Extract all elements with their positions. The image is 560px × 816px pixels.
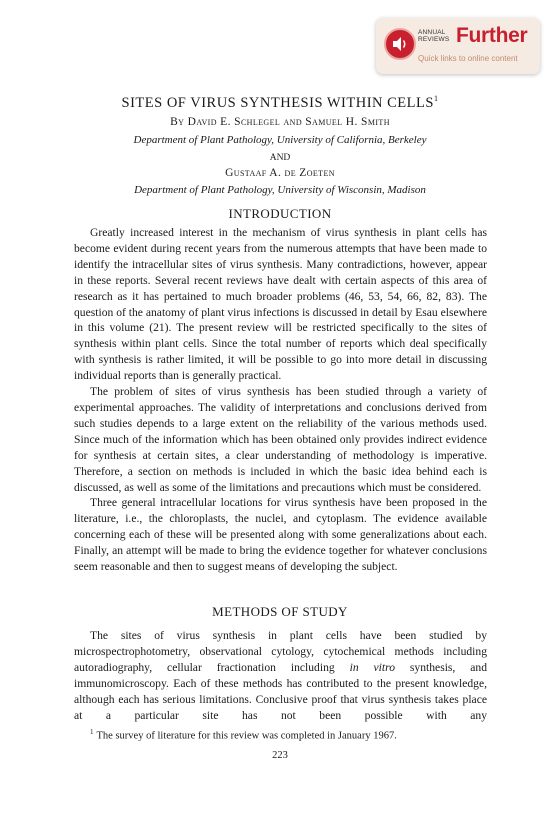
methods-text-b: synthesis, and immunomicroscopy. Each of these methods has contributed to the present knowledge, although each has serious limitations. Conclusive proof that virus synthesis takes place at a particular site has not been possible with any <box>74 660 487 722</box>
audio-speaker-icon <box>384 28 416 60</box>
intro-paragraph-3: Three general intracellular locations for virus synthesis have been proposed in the literature, i.e., the chloroplasts, the nuclei, and cytoplasm. The evidence available concerning each of these will be presented along with some generalizations about each. Finally, an attempt will be made to bring the evidence together for whatever conclusions seem reasonable and then to suggest means of developing the subject. <box>74 496 487 574</box>
title-text: SITES OF VIRUS SYNTHESIS WITHIN CELLS <box>121 94 434 111</box>
affiliation-2: Department of Plant Pathology, University of Wisconsin, Madison <box>134 184 426 196</box>
methods-heading: METHODS OF STUDY <box>212 604 348 619</box>
methods-italic-in-vitro: in vitro <box>349 660 395 674</box>
authors-line-1: By David E. Schlegel and Samuel H. Smith <box>170 116 390 128</box>
footnote-text: The survey of literature for this review was completed in January 1967. <box>96 730 397 742</box>
article-title <box>0 94 560 112</box>
intro-paragraph-2: The problem of sites of virus synthesis has been studied through a variety of experimental approaches. The validity of interpretations and conclusions derived from such studies depends to a large extent on the reliability of the various methods used. Since much of the information which has been obtained only provides indirect evidence for synthesis at certain sites, a clear understanding of methodology is imperative. Therefore, a section on methods is included in which the basic idea behind each is discussed, as well as some of the limitations and precautions which must be considered. <box>74 385 487 494</box>
introduction-heading: INTRODUCTION <box>228 206 332 221</box>
page-number: 223 <box>272 750 288 761</box>
and-separator: AND <box>269 153 291 163</box>
affiliation-1: Department of Plant Pathology, University of California, Berkeley <box>133 134 427 146</box>
authors-line-2: Gustaaf A. de Zoeten <box>225 167 335 179</box>
intro-paragraph-1: Greatly increased interest in the mechanism of virus synthesis in plant cells has become evident during recent years from the numerous attempts that have been made to identify the intracellular sites of virus synthesis. Many contradictions, however, appear in these reports. Several recent reviews have dealt with certain aspects of this area of research as it has pertained to much broader problems (46, 53, 54, 66, 82, 83). The question of the anatomy of plant virus infections is discussed in detail by Esau elsewhere in this volume (21). The present review will be restricted specifically to the sites of synthesis within plant cells. Since the total number of reports which deal specifically with synthesis is rather limited, it will be possible to go into more detail in discussing individual reports than is generally practical. <box>74 226 487 383</box>
methods-text-a: The sites of virus synthesis in plant cells have been studied by microspectrophotometry, observational cytology, cytochemical methods including autoradiography, cellular fractionation including <box>74 629 487 674</box>
title-footnote-mark: 1 <box>433 94 439 103</box>
further-brand[interactable]: Further <box>456 24 528 47</box>
footnote-mark: 1 <box>90 728 94 736</box>
annual-reviews-logo-text <box>418 29 449 43</box>
badge-line1: ANNUAL <box>418 29 446 36</box>
methods-paragraph-1 <box>74 628 487 723</box>
quick-links-text[interactable]: Quick links to online content <box>418 54 518 63</box>
footnote <box>90 728 397 742</box>
badge-line2: REVIEWS <box>418 36 450 43</box>
methods-body <box>74 628 487 723</box>
annual-reviews-further-badge[interactable] <box>376 18 540 74</box>
introduction-body <box>74 225 487 575</box>
